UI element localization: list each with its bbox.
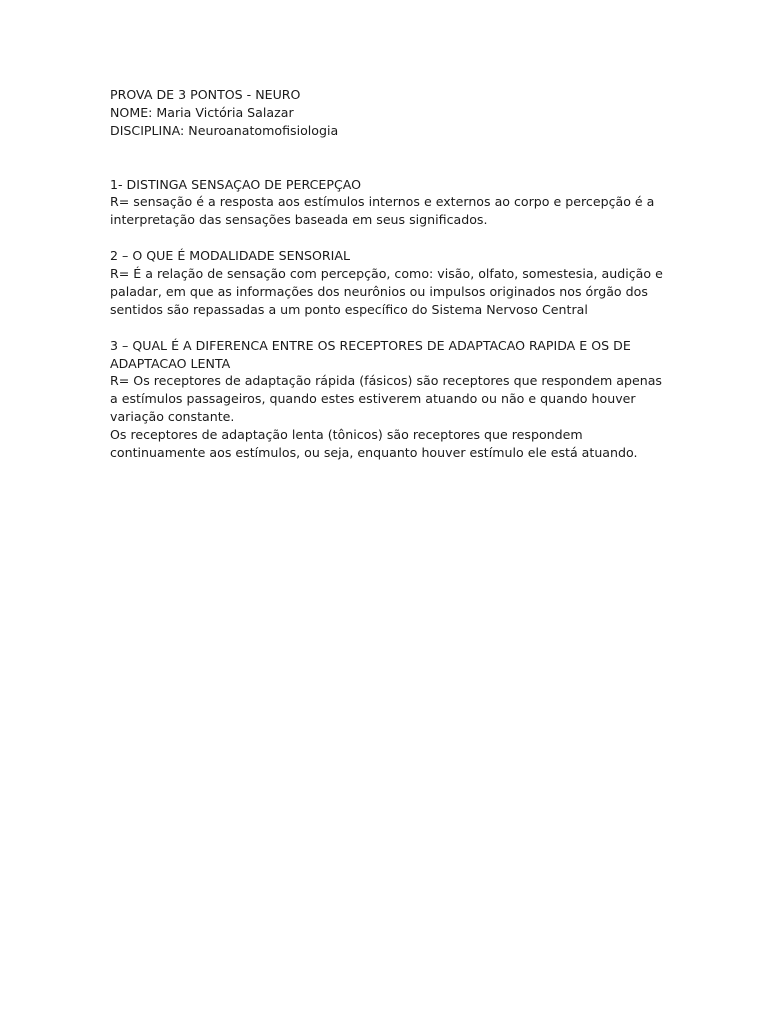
answer-2-line-2: paladar, em que as informações dos neurônios ou impulsos originados nos órgão dos <box>110 283 648 299</box>
answer-3-line-3: variação constante. <box>110 409 235 425</box>
question-3-title-line-2: ADAPTACAO LENTA <box>110 355 231 371</box>
discipline: DISCIPLINA: Neuroanatomofisiologia <box>110 122 339 138</box>
spacer <box>110 229 670 247</box>
spacer <box>110 140 670 176</box>
answer-3-line-4: Os receptores de adaptação lenta (tônicos) são receptores que respondem <box>110 427 583 443</box>
question-block-3 <box>110 337 670 462</box>
question-block-1 <box>110 176 670 230</box>
exam-title: PROVA DE 3 PONTOS - NEURO <box>110 87 301 102</box>
document-body <box>110 86 670 462</box>
question-3-title-line-1: 3 – QUAL É A DIFERENCA ENTRE OS RECEPTORES DE ADAPTACAO RAPIDA E OS DE <box>110 337 631 353</box>
answer-3-line-2: a estímulos passageiros, quando estes estiverem atuando ou não e quando houver <box>110 391 636 407</box>
question-1-title: 1- DISTINGA SENSAÇAO DE PERCEPÇAO <box>110 176 362 192</box>
question-2-title: 2 – O QUE É MODALIDADE SENSORIAL <box>110 248 351 264</box>
student-name: NOME: Maria Victória Salazar <box>110 104 294 120</box>
spacer <box>110 319 670 337</box>
answer-2-line-1: R= É a relação de sensação com percepção, como: visão, olfato, somestesia, audição e <box>110 266 663 282</box>
answer-1-line-1: R= sensação é a resposta aos estímulos internos e externos ao corpo e percepção é a <box>110 194 655 210</box>
answer-1-line-2: interpretação das sensações baseada em seus significados. <box>110 212 488 228</box>
answer-2-line-3: sentidos são repassadas a um ponto específico do Sistema Nervoso Central <box>110 301 588 317</box>
answer-3-line-5: continuamente aos estímulos, ou seja, enquanto houver estímulo ele está atuando. <box>110 445 638 461</box>
answer-3-line-1: R= Os receptores de adaptação rápida (fásicos) são receptores que respondem apenas <box>110 373 662 389</box>
question-block-2 <box>110 247 670 319</box>
document-header <box>110 86 670 140</box>
